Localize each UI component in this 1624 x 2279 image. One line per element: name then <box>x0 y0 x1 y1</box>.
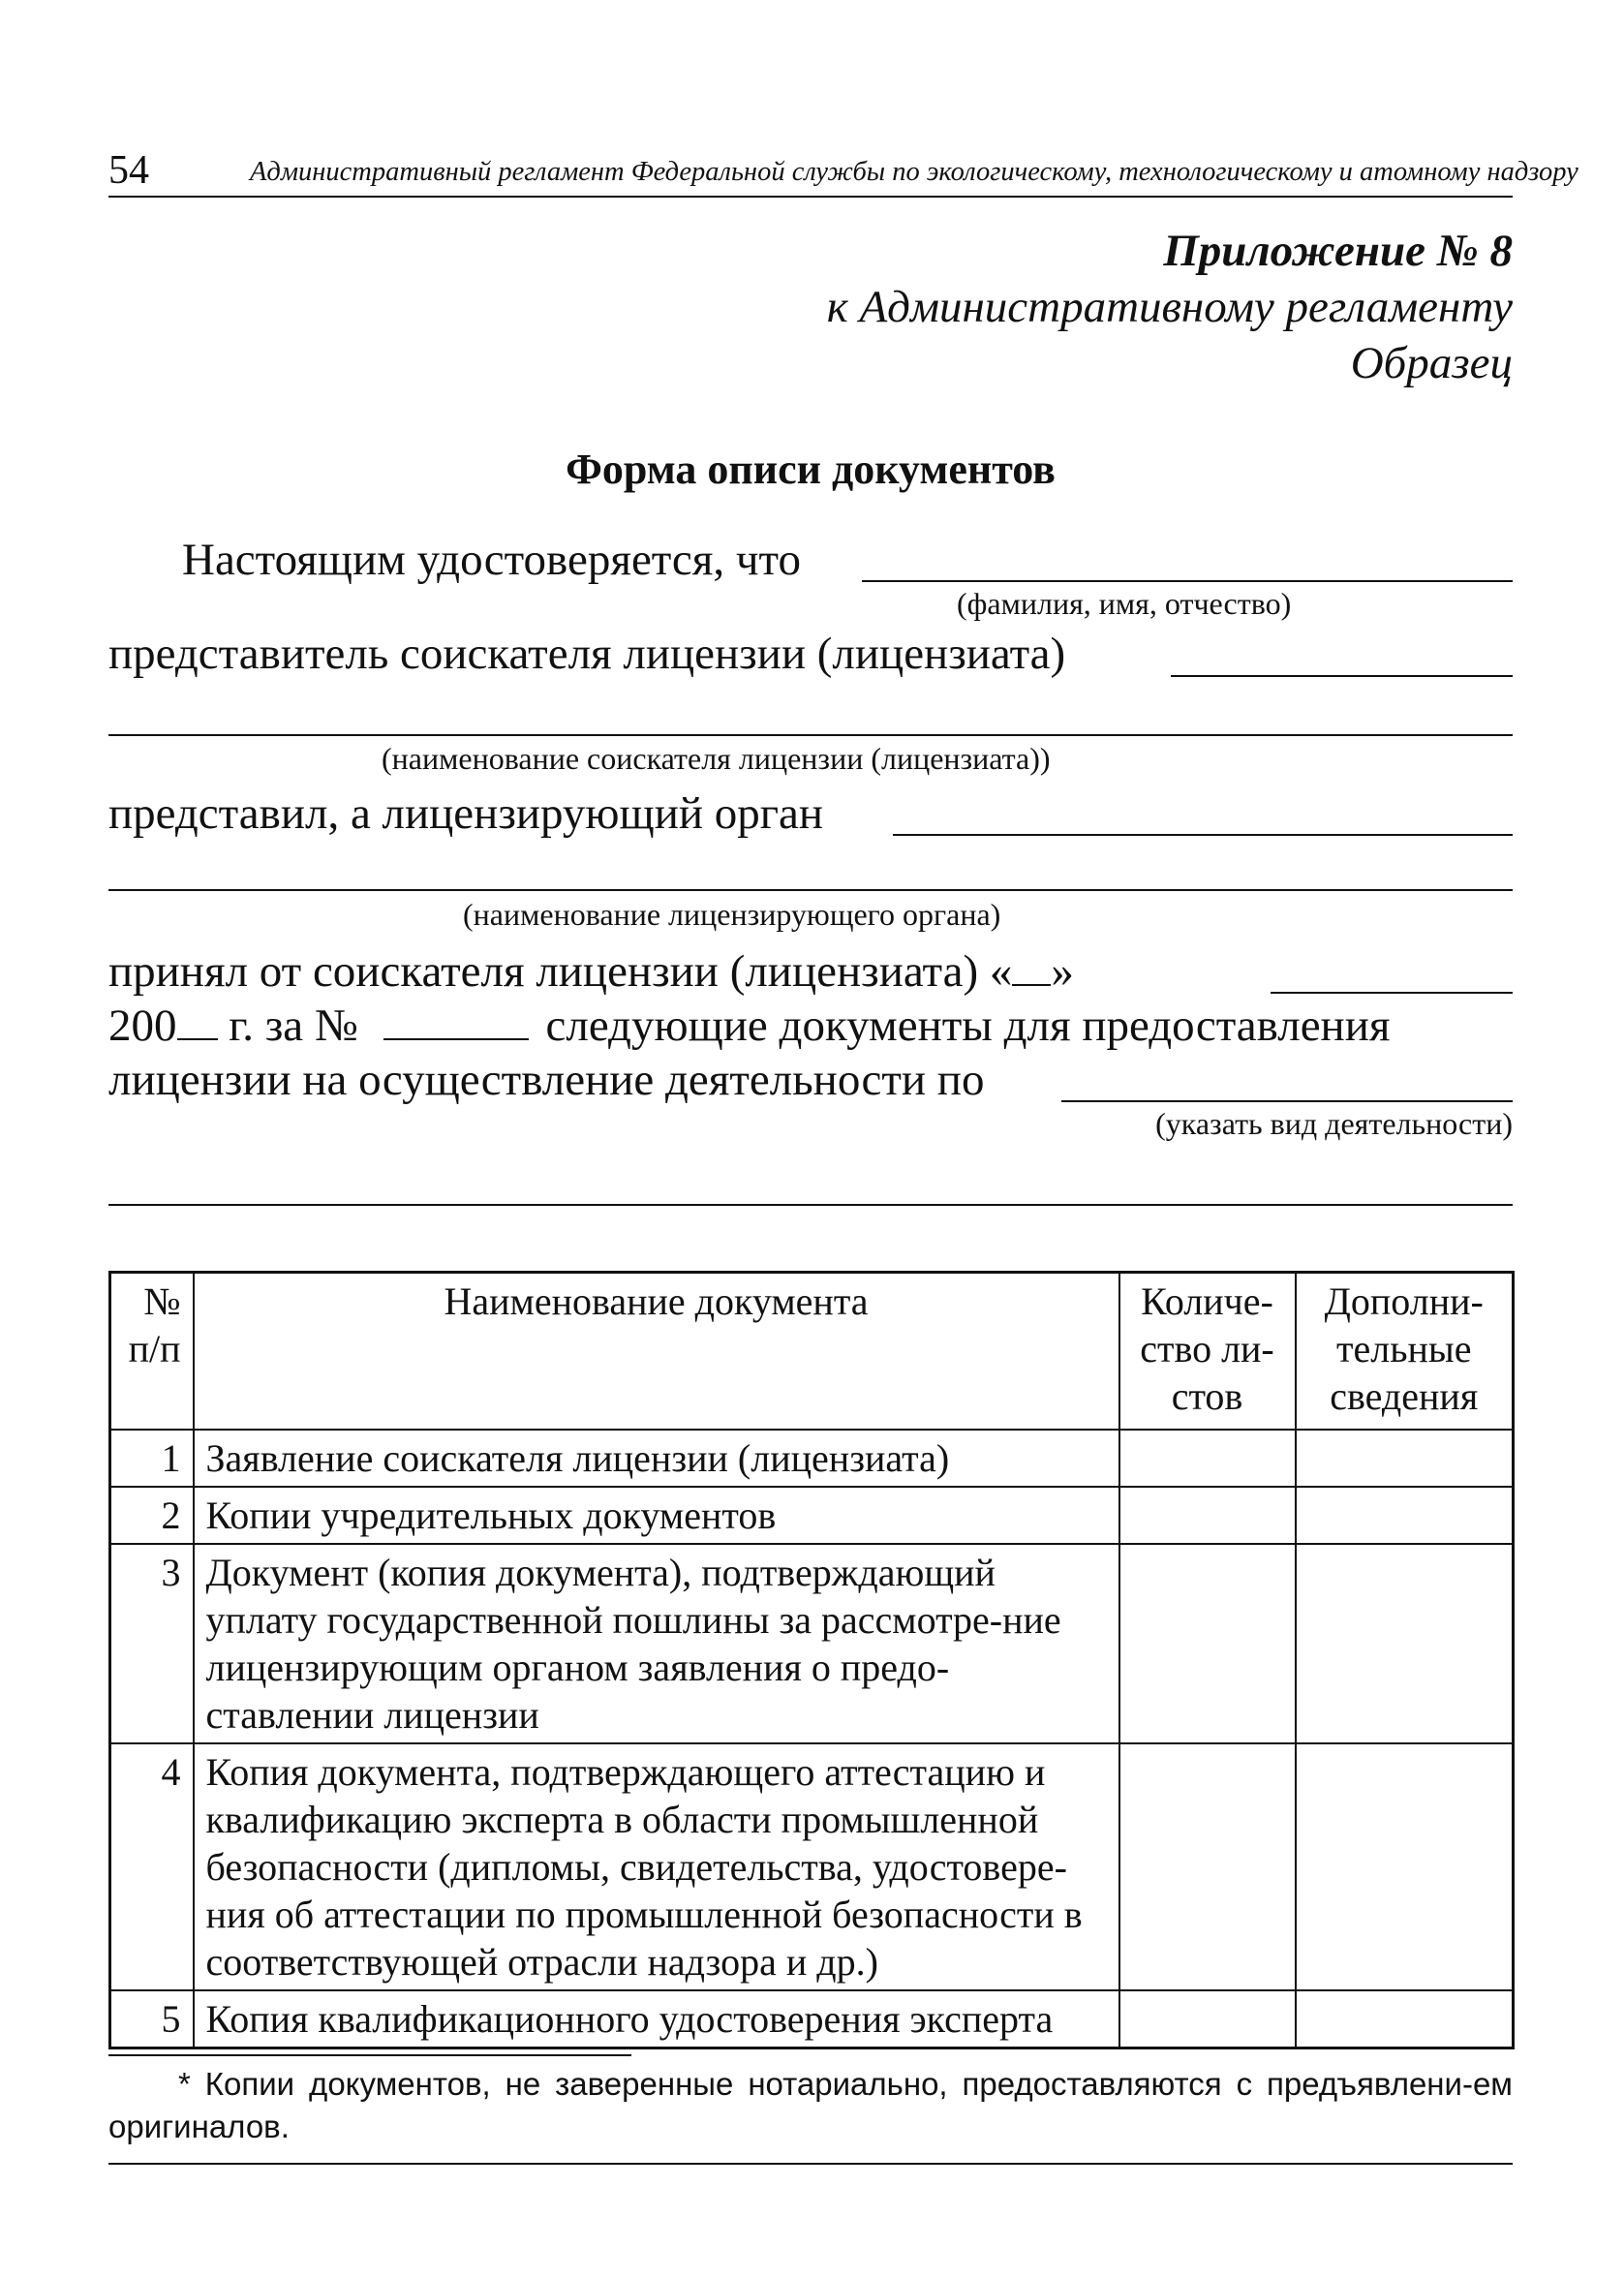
appendix-sample-label: Образец <box>1350 338 1513 388</box>
form-line-activity: лицензии на осуществление деятельности по <box>108 1055 985 1105</box>
footnote-separator <box>108 2054 631 2056</box>
row-sheet-count <box>1119 1544 1296 1743</box>
row-additional-info <box>1296 1544 1514 1743</box>
form-line-accepted <box>108 944 1074 999</box>
caption-applicant-name: (наименование соискателя лицензии (лицензиата)) <box>382 741 1051 776</box>
row-number: 2 <box>110 1487 194 1544</box>
row-number: 3 <box>110 1544 194 1743</box>
row-number: 5 <box>110 1990 194 2048</box>
appendix-title: Приложение № 8 <box>1163 226 1513 276</box>
documents-table <box>108 1271 1515 2049</box>
row-document-name: Копия квалификационного удостоверения эксперта <box>194 1990 1119 2048</box>
row-number: 4 <box>110 1743 194 1990</box>
blank-activity-continued <box>108 1204 1513 1206</box>
table-row <box>110 1544 1514 1743</box>
row-sheet-count <box>1119 1743 1296 1990</box>
blank-licensing-body <box>893 834 1513 836</box>
blank-licensing-body-name <box>108 889 1513 891</box>
row-sheet-count <box>1119 1990 1296 2048</box>
caption-licensing-body: (наименование лицензирующего органа) <box>463 897 1001 932</box>
caption-full-name: (фамилия, имя, отчество) <box>957 586 1292 621</box>
following-documents-text: следующие документы для предоставления <box>545 1001 1391 1051</box>
accepted-quote-close: » <box>1051 946 1074 997</box>
table-row <box>110 1487 1514 1544</box>
blank-representative <box>1171 675 1513 677</box>
table-header-row <box>110 1273 1514 1430</box>
year-number-label: г. за № <box>217 1001 358 1051</box>
table-row <box>110 1430 1514 1487</box>
row-additional-info <box>1296 1990 1514 2048</box>
form-line-submitted: представил, а лицензирующий орган <box>108 788 824 839</box>
page-number: 54 <box>108 148 149 193</box>
blank-applicant-name <box>108 734 1513 736</box>
accepted-text: принял от соискателя лицензии (лицензиата) « <box>108 946 1013 997</box>
row-additional-info <box>1296 1487 1514 1544</box>
blank-year <box>177 1000 218 1040</box>
row-document-name: Копия документа, подтверждающего аттестацию и квалификацию эксперта в области промышленной безопасности (дипломы, свидетельства, удостовере-ния об аттестации по промышленной безопасности в соответствующей отрасли надзора и др.) <box>194 1743 1119 1990</box>
row-additional-info <box>1296 1430 1514 1487</box>
header-sheet-count: Количе-ство ли-стов <box>1119 1273 1296 1430</box>
row-sheet-count <box>1119 1430 1296 1487</box>
form-line-certify: Настоящим удостоверяется, что <box>182 535 801 585</box>
form-line-year <box>108 999 1390 1053</box>
blank-activity <box>1061 1100 1513 1102</box>
form-title: Форма описи документов <box>566 446 1056 493</box>
blank-number <box>383 1000 529 1040</box>
page-bottom-rule <box>108 2163 1513 2165</box>
header-additional-info: Дополни-тельные сведения <box>1296 1273 1514 1430</box>
document-page <box>108 0 1578 2279</box>
running-header-title: Административный регламент Федеральной службы по экологическому, технологическому и атомному надзору <box>250 157 1578 187</box>
row-document-name: Копии учредительных документов <box>194 1487 1119 1544</box>
running-header <box>108 145 1578 198</box>
row-document-name: Документ (копия документа), подтверждающий уплату государственной пошлины за рассмотре-ние лицензирующим органом заявления о предо-ставлении лицензии <box>194 1544 1119 1743</box>
appendix-block <box>827 223 1513 391</box>
form-line-representative: представитель соискателя лицензии (лицензиата) <box>108 629 1066 679</box>
row-sheet-count <box>1119 1487 1296 1544</box>
header-number: № п/п <box>110 1273 194 1430</box>
row-document-name: Заявление соискателя лицензии (лицензиата) <box>194 1430 1119 1487</box>
footnote: * Копии документов, не заверенные нотариально, предоставляются с предъявлени-ем оригиналов. <box>108 2066 1513 2144</box>
blank-day <box>1012 945 1051 986</box>
row-additional-info <box>1296 1743 1514 1990</box>
row-number: 1 <box>110 1430 194 1487</box>
appendix-subtitle: к Административному регламенту <box>826 282 1513 332</box>
year-prefix: 200 <box>108 1001 177 1051</box>
table-row <box>110 1990 1514 2048</box>
caption-activity: (указать вид деятельности) <box>1155 1106 1513 1141</box>
blank-month <box>1271 992 1513 994</box>
header-document-name: Наименование документа <box>194 1273 1119 1430</box>
blank-full-name <box>862 580 1513 582</box>
table-row <box>110 1743 1514 1990</box>
